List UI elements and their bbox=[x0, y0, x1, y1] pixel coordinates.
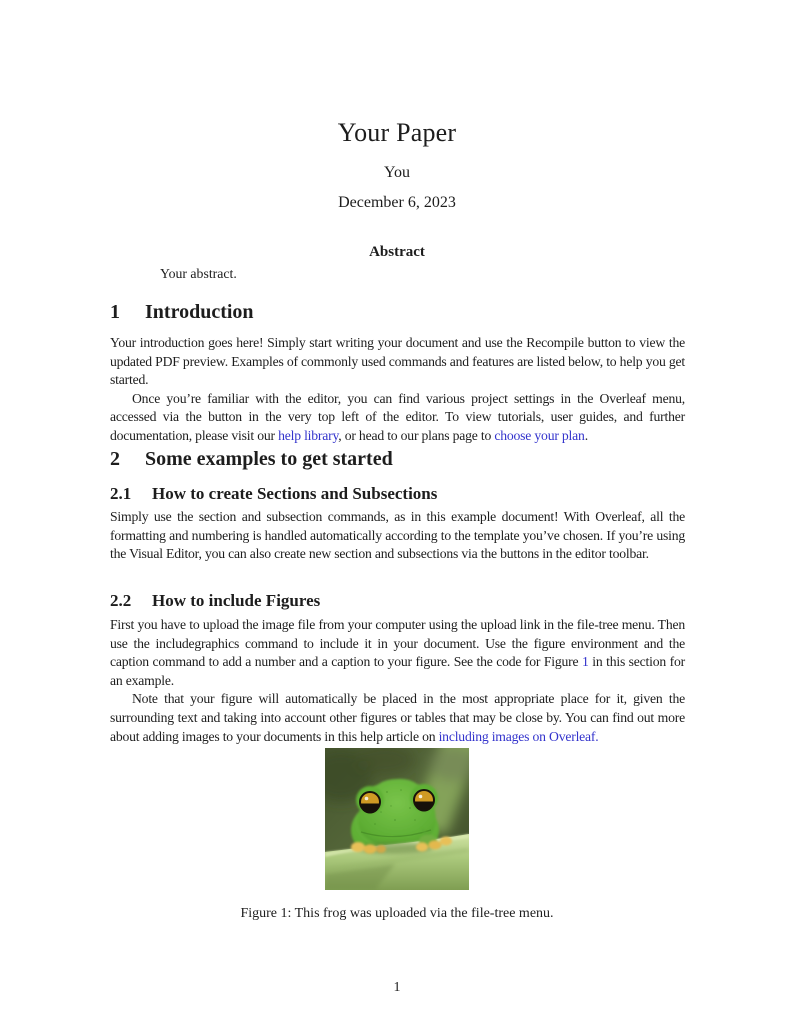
section-number: 1 bbox=[110, 301, 120, 323]
paragraph: Your introduction goes here! Simply start writing your document and use the Recompile button to view the updated PDF preview. Examples of commonly used commands and features are listed below, to help you get started. bbox=[110, 335, 685, 388]
paragraph: First you have to upload the image file from your computer using the upload link in the file-tree menu. Then use the includegraphics command to include it in your document. Use the figure environment and the caption command to add a number and a caption to your figure. See the code for Figure 1 in this section for an example. bbox=[110, 617, 686, 688]
section-heading-examples bbox=[110, 448, 393, 471]
section-number: 2 bbox=[110, 448, 120, 470]
figure-caption: Figure 1: This frog was uploaded via the file-tree menu. bbox=[240, 906, 554, 921]
section-title: Introduction bbox=[145, 301, 254, 323]
paper-author: You bbox=[384, 164, 410, 181]
paper-date: December 6, 2023 bbox=[338, 194, 456, 211]
subsection-heading-sections bbox=[110, 484, 437, 504]
section-heading-introduction bbox=[110, 301, 254, 324]
including-images-link[interactable]: including images on Overleaf. bbox=[438, 728, 599, 744]
sections-paragraph bbox=[110, 508, 685, 564]
section-title: Some examples to get started bbox=[145, 448, 393, 470]
subsection-title: How to include Figures bbox=[152, 591, 321, 610]
paragraph: Note that your figure will automatically be placed in the most appropriate place for it, given the surrounding text and taking into account other figures or tables that may be close by. You can find out more about adding images to your documents in this help article on including images on Overleaf. bbox=[110, 691, 685, 744]
figures-paragraphs bbox=[110, 616, 685, 746]
frog-photo bbox=[325, 748, 469, 890]
choose-your-plan-link[interactable]: choose your plan bbox=[494, 427, 585, 443]
help-library-link[interactable]: help library bbox=[278, 427, 339, 443]
figure-1 bbox=[325, 748, 469, 890]
subsection-heading-figures bbox=[110, 591, 320, 611]
abstract-text: Your abstract. bbox=[160, 266, 237, 281]
page-number: 1 bbox=[393, 980, 401, 995]
subsection-number: 2.2 bbox=[110, 591, 132, 610]
subsection-number: 2.1 bbox=[110, 484, 132, 503]
introduction-paragraphs bbox=[110, 334, 685, 446]
paragraph: Simply use the section and subsection commands, as in this example document! With Overleaf, all the formatting and numbering is handled automatically according to the template you’ve chosen. If you’re using the Visual Editor, you can also create new section and subsections via the buttons in the editor toolbar. bbox=[110, 509, 685, 562]
paragraph: Once you’re familiar with the editor, you can find various project settings in the Overleaf menu, accessed via the button in the very top left of the editor. To view tutorials, user guides, and further documentation, please visit our help library, or head to our plans page to choose your plan. bbox=[110, 390, 685, 443]
figure-1-reference-link[interactable]: 1 bbox=[581, 654, 589, 670]
abstract-heading: Abstract bbox=[369, 244, 425, 260]
paper-title: Your Paper bbox=[337, 118, 457, 147]
subsection-title: How to create Sections and Subsections bbox=[152, 484, 438, 503]
